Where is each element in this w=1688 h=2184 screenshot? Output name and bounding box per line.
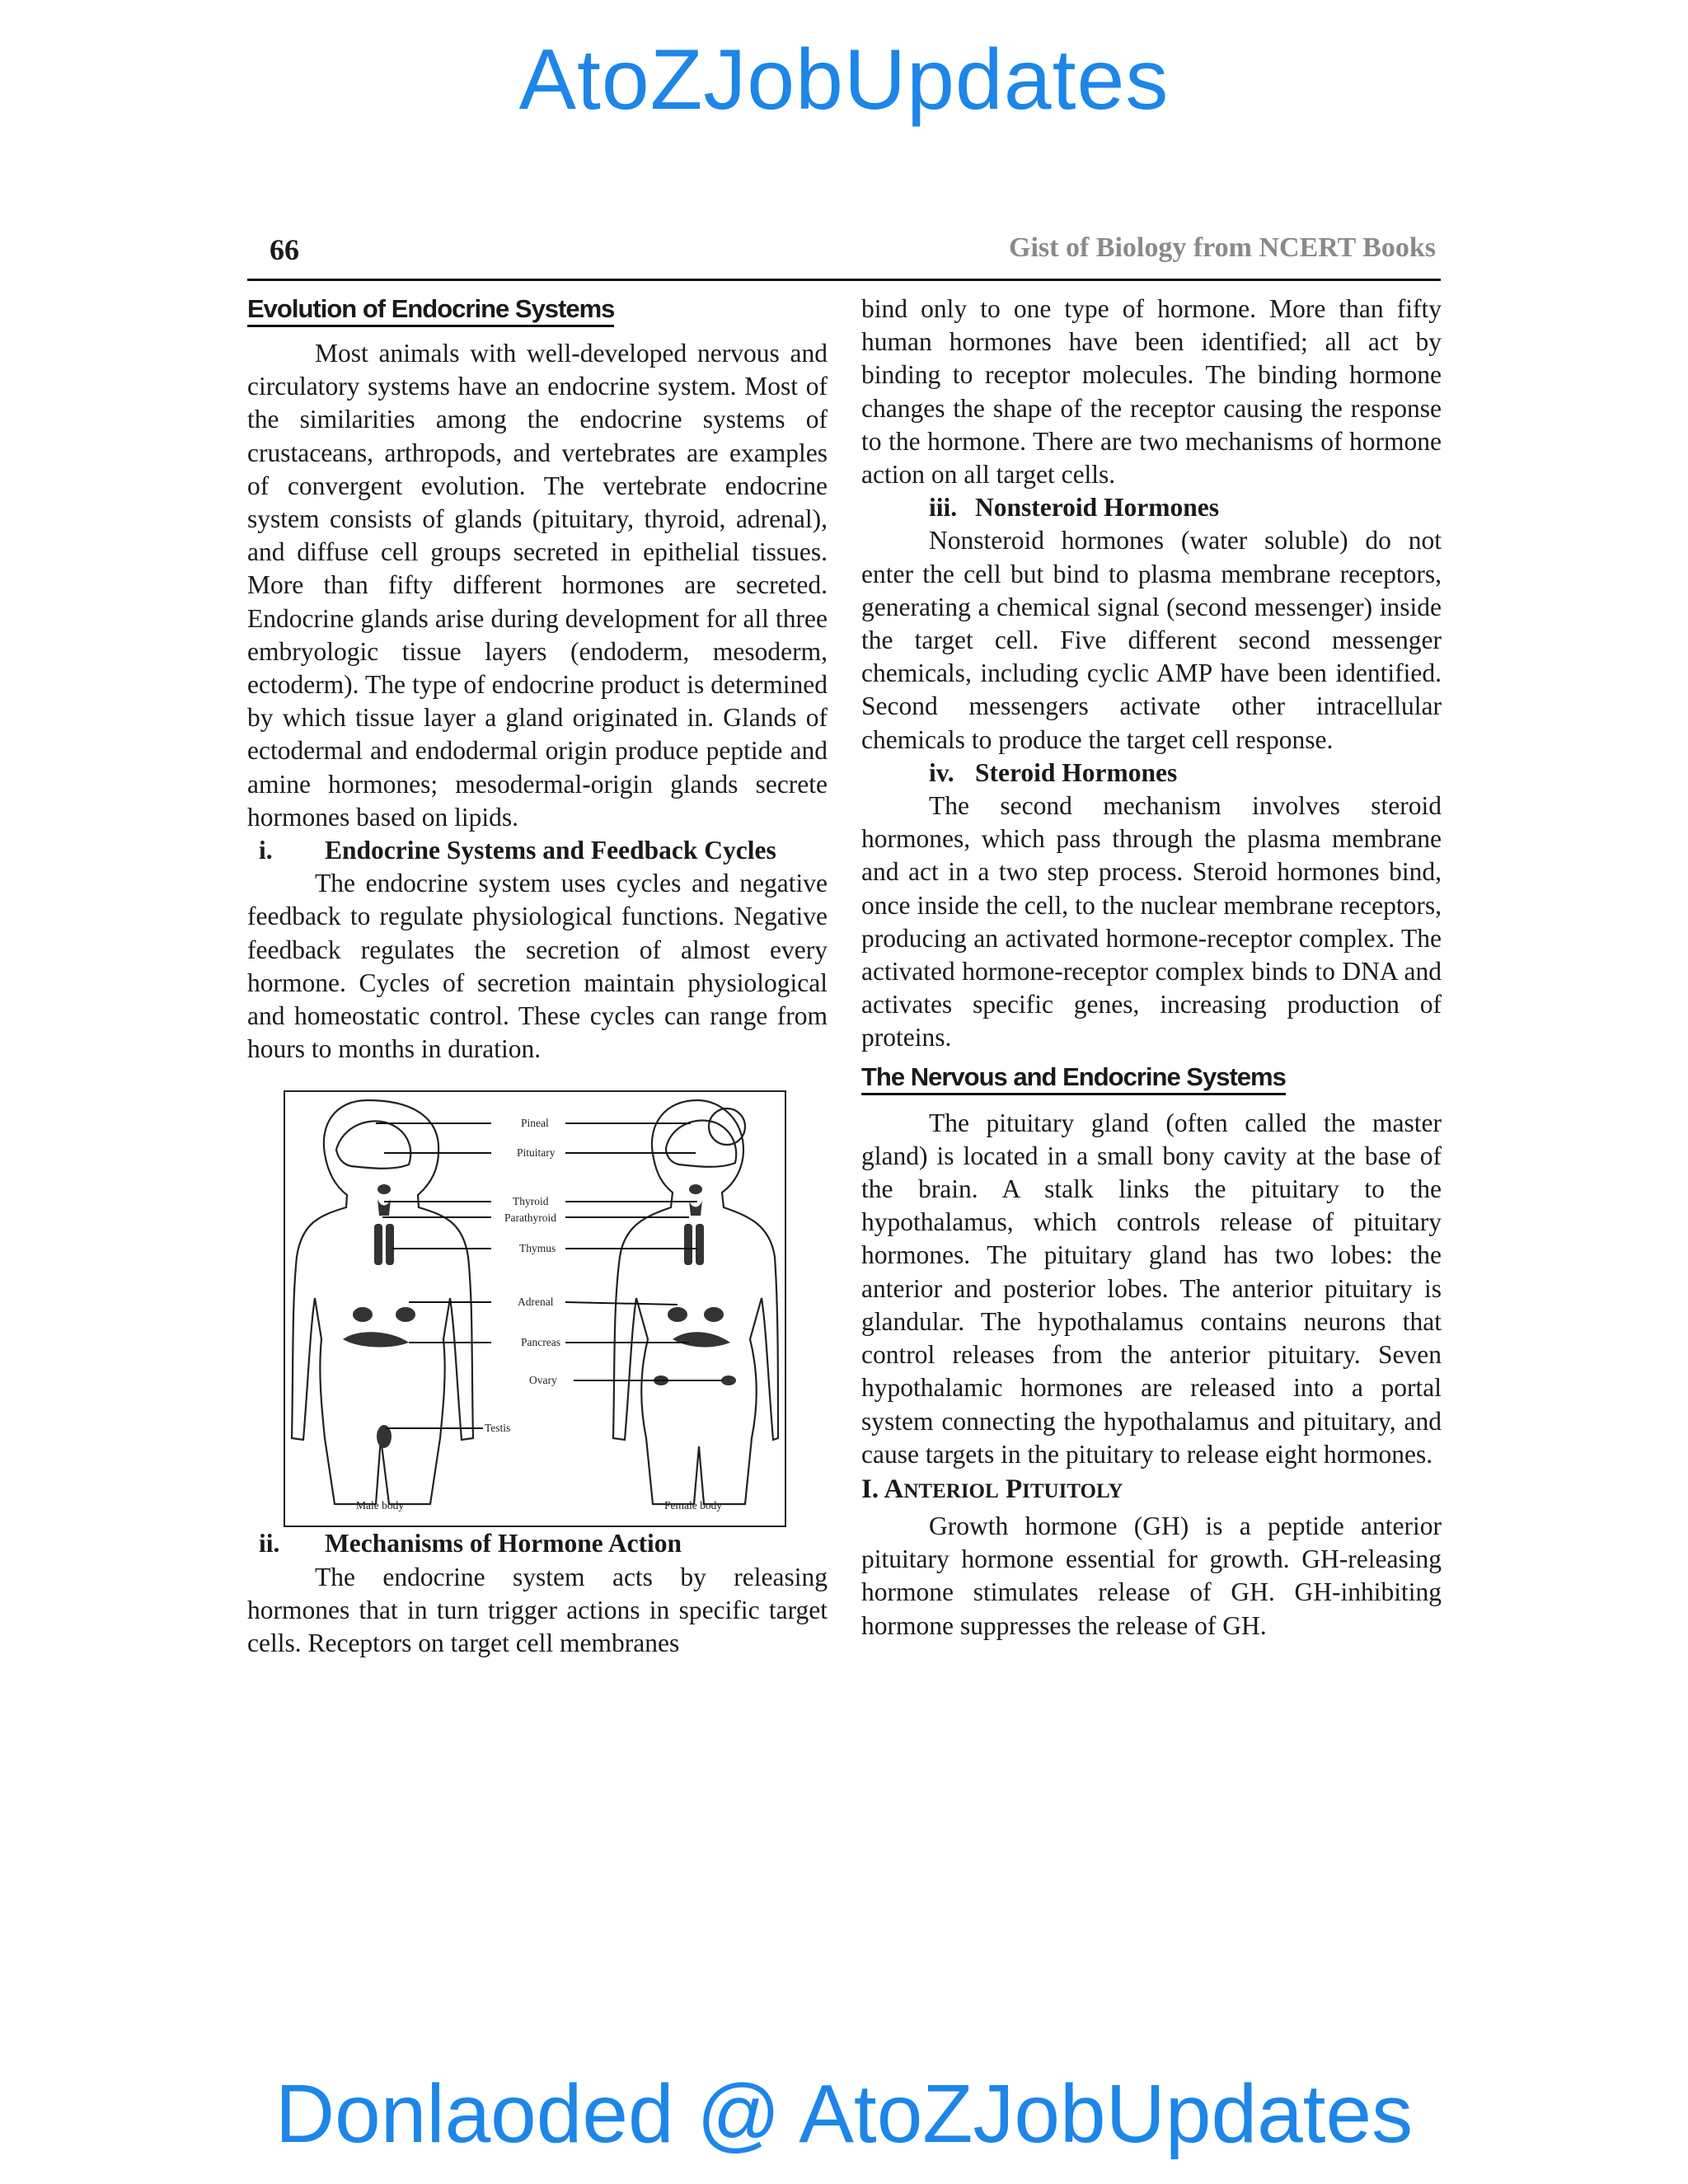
label-pineal: Pineal: [521, 1117, 549, 1130]
subheading-steroid: [861, 757, 1442, 790]
female-body-outline: [613, 1100, 778, 1504]
section-title-nervous-endocrine: The Nervous and Endocrine Systems: [861, 1062, 1286, 1095]
paragraph-hormone-action: The endocrine system acts by releasing hormones that in turn trigger actions in specific target cells. Receptors on target cell membranes: [247, 1562, 828, 1658]
caps-initial: A: [884, 1474, 904, 1504]
book-title: Gist of Biology from NCERT Books: [1009, 232, 1436, 263]
subheading-number: iii.: [929, 493, 958, 523]
subheading-text: Nonsteroid Hormones: [975, 493, 1220, 523]
caps-rest: ITUITOLY: [1022, 1479, 1123, 1502]
paragraph-nonsteroid: Nonsteroid hormones (water soluble) do not enter the cell but bind to plasma membrane receptors, generating a chemical signal (second messenger) inside the target cell. Five different second messenger chemicals, including cyclic AMP have been identified. Second messengers activate other intracellular chemicals to produce the target cell response.: [861, 526, 1442, 754]
endocrine-diagram: [285, 1092, 781, 1522]
gland-shapes: [343, 1184, 736, 1448]
paragraph-steroid: The second mechanism involves steroid hormones, which pass through the plasma membrane and act in a two step process. Steroid hormones bind, once inside the cell, to the nuclear membrane receptors, producing an activated hormone-receptor complex. The activated hormone-receptor complex binds to DNA and activates specific genes, increasing production of proteins.: [861, 791, 1442, 1052]
subheading-nonsteroid: [861, 491, 1442, 524]
watermark-bottom: Donlaoded @ AtoZJobUpdates: [274, 2068, 1414, 2160]
label-female-body: Female body: [664, 1499, 723, 1512]
running-head: [247, 232, 1441, 281]
label-male-body: Male body: [356, 1499, 405, 1512]
subheading-number: iv.: [929, 757, 954, 787]
label-pituitary: Pituitary: [517, 1146, 556, 1160]
subheading-number: i.: [259, 836, 273, 865]
subheading-text: Steroid Hormones: [975, 757, 1178, 787]
label-adrenal: Adrenal: [518, 1296, 554, 1309]
caps-rest: NTERIOL: [903, 1479, 999, 1502]
endocrine-glands-figure: [284, 1090, 786, 1527]
label-testis: Testis: [485, 1422, 511, 1435]
watermark-top: AtoZJobUpdates: [518, 32, 1170, 128]
paragraph-evolution: Most animals with well-developed nervous and circulatory systems have an endocrine system. Most of the similarities among the endocrine systems of crustaceans, arthropods, and vertebrates are examples of convergent evolution. The vertebrate endocrine system consists of glands (pituitary, thyroid, adrenal), and diffuse cell groups secreted in epithelial tissues. More than fifty different hormones are secreted. Endocrine glands arise during development for all three embryologic tissue layers (endoderm, mesoderm, ectoderm). The type of endocrine product is determined by which tissue layer a gland originated in. Glands of ectodermal and endodermal origin produce peptide and amine hormones; mesodermal-origin glands secrete hormones based on lipids.: [247, 339, 828, 832]
section-title-evolution: Evolution of Endocrine Systems: [247, 293, 614, 327]
page-number: 66: [270, 233, 299, 266]
subheading-text: Endocrine Systems and Feedback Cycles: [325, 836, 776, 865]
label-thyroid: Thyroid: [513, 1195, 549, 1208]
right-column: [861, 293, 1442, 1643]
subheading-feedback-cycles: [247, 834, 828, 867]
label-thymus: Thymus: [519, 1242, 556, 1255]
label-ovary: Ovary: [529, 1374, 557, 1387]
subheading-number: ii.: [259, 1529, 280, 1558]
label-parathyroid: Parathyroid: [504, 1212, 556, 1225]
caps-numeral: I.: [861, 1474, 879, 1504]
subheading-text: Mechanisms of Hormone Action: [325, 1529, 682, 1558]
subheading-hormone-action: [247, 1527, 828, 1560]
paragraph-pituitary: The pituitary gland (often called the master gland) is located in a small bony cavity at the base of the brain. A stalk links the pituitary to the hypothalamus, which controls release of pituitary hormones. The pituitary gland has two lobes: the anterior and posterior lobes. The anterior pituitary is glandular. The hypothalamus contains neurons that control releases from the anterior pituitary. Seven hypothalamic hormones are released into a portal system connecting the hypothalamus and pituitary, and cause targets in the pituitary to release eight hormones.: [861, 1108, 1442, 1469]
caps-heading-anterior-pituitary: [861, 1471, 1442, 1510]
paragraph-feedback: The endocrine system uses cycles and negative feedback to regulate physiological functions. Negative feedback regulates the secretion of almost every hormone. Cycles of secretion maintain physiological and homeostatic control. These cycles can range from hours to months in duration.: [247, 869, 828, 1064]
paragraph-receptors: bind only to one type of hormone. More than fifty human hormones have been identified; all act by binding to receptor molecules. The binding hormone changes the shape of the receptor causing the response to the hormone. There are two mechanisms of hormone action on all target cells.: [861, 294, 1442, 490]
paragraph-growth-hormone: Growth hormone (GH) is a peptide anterior pituitary hormone essential for growth. GH-releasing hormone stimulates release of GH. GH-inhibiting hormone suppresses the release of GH.: [861, 1511, 1442, 1640]
left-column: [247, 293, 828, 1660]
caps-initial: P: [1005, 1474, 1023, 1504]
label-pancreas: Pancreas: [521, 1336, 560, 1349]
